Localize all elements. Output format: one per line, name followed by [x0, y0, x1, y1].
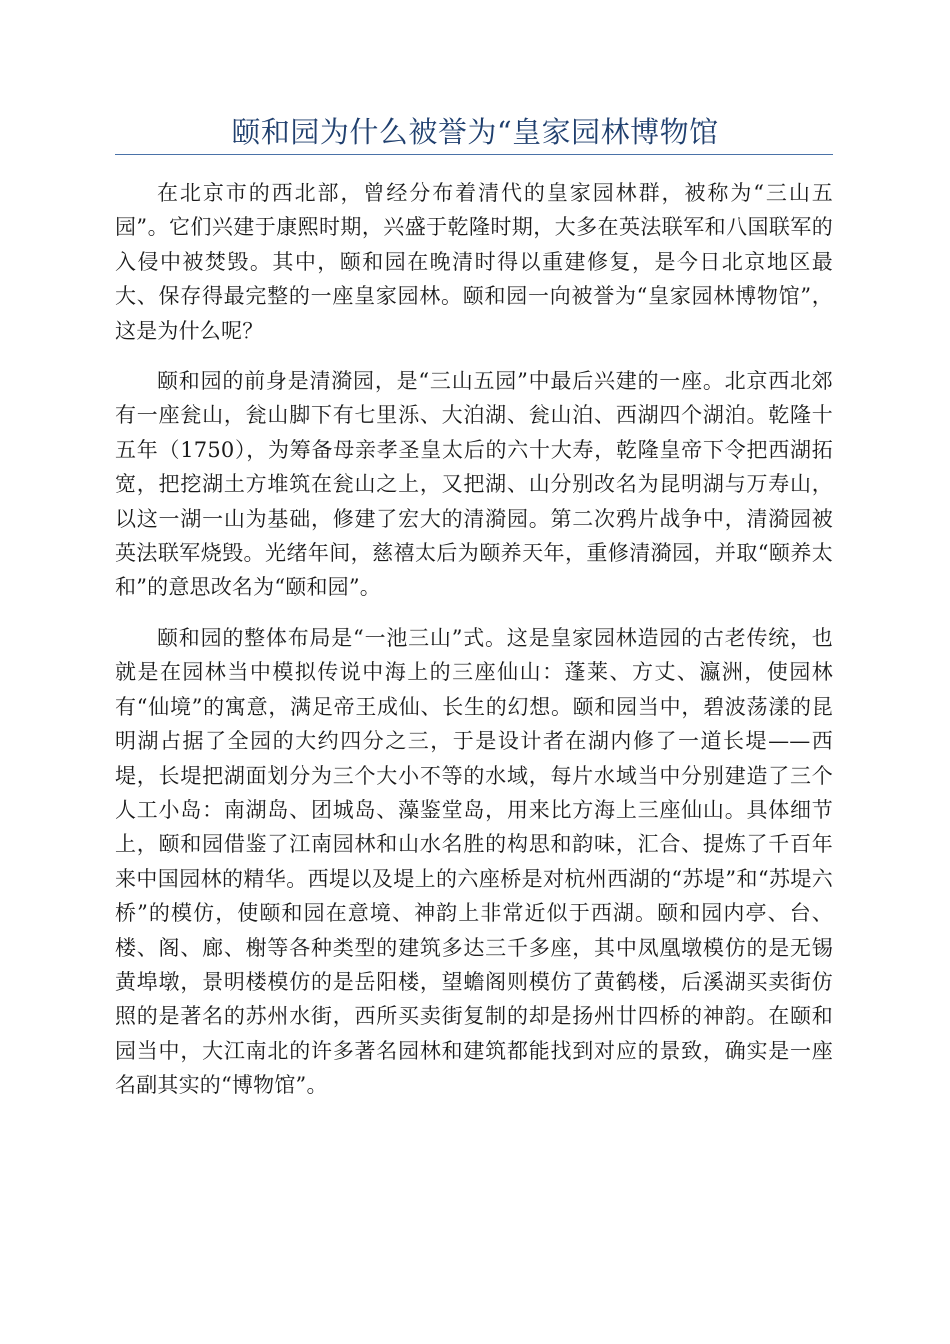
paragraph-1: 在北京市的西北部，曾经分布着清代的皇家园林群，被称为“三山五园”。它们兴建于康熙时期，兴盛于乾隆时期，大多在英法联军和八国联军的入侵中被焚毁。其中，颐和园在晚清时得以重建修复，是今日北京地区最大、保存得最完整的一座皇家园林。颐和园一向被誉为“皇家园林博物馆”，这是为什么呢？ — [115, 181, 833, 343]
paragraph-2: 颐和园的前身是清漪园，是“三山五园”中最后兴建的一座。北京西北郊有一座瓮山，瓮山脚下有七里泺、大泊湖、瓮山泊、西湖四个湖泊。乾隆十五年（1750），为筹备母亲孝圣皇太后的六十大寿，乾隆皇帝下令把西湖拓宽，把挖湖土方堆筑在瓮山之上，又把湖、山分别改名为昆明湖与万寿山，以这一湖一山为基础，修建了宏大的清漪园。第二次鸦片战争中，清漪园被英法联军烧毁。光绪年间，慈禧太后为颐养天年，重修清漪园，并取“颐养太和”的意思改名为“颐和园”。 — [115, 369, 833, 600]
document-title: 颐和园为什么被誉为“皇家园林博物馆 — [231, 115, 719, 149]
document-body — [115, 176, 833, 1119]
title-underline — [115, 154, 833, 155]
paragraph-3: 颐和园的整体布局是“一池三山”式。这是皇家园林造园的古老传统，也就是在园林当中模拟传说中海上的三座仙山：蓬莱、方丈、瀛洲，使园林有“仙境”的寓意，满足帝王成仙、长生的幻想。颐和园当中，碧波荡漾的昆明湖占据了全园的大约四分之三，于是设计者在湖内修了一道长堤——西堤，长堤把湖面划分为三个大小不等的水域，每片水域当中分别建造了三个人工小岛：南湖岛、团城岛、藻鉴堂岛，用来比方海上三座仙山。具体细节上，颐和园借鉴了江南园林和山水名胜的构思和韵味，汇合、提炼了千百年来中国园林的精华。西堤以及堤上的六座桥是对杭州西湖的“苏堤”和“苏堤六桥”的模仿，使颐和园在意境、神韵上非常近似于西湖。颐和园内亭、台、楼、阁、廊、榭等各种类型的建筑多达三千多座，其中凤凰墩模仿的是无锡黄埠墩，景明楼模仿的是岳阳楼，望蟾阁则模仿了黄鹤楼，后溪湖买卖街仿照的是著名的苏州水街，西所买卖街复制的却是扬州廿四桥的神韵。在颐和园当中，大江南北的许多著名园林和建筑都能找到对应的景致，确实是一座名副其实的“博物馆”。 — [115, 625, 833, 1098]
